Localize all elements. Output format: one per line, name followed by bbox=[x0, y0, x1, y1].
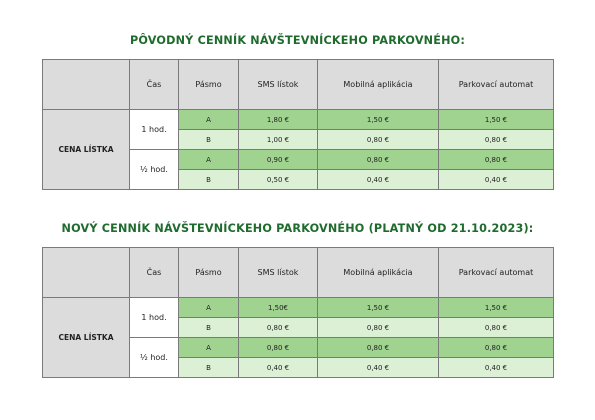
header-mobile-app: Mobilná aplikácia bbox=[318, 60, 439, 110]
app-price-cell: 1,50 € bbox=[318, 110, 439, 130]
ticket-price-label: CENA LÍSTKA bbox=[43, 298, 130, 378]
machine-price-cell: 0,80 € bbox=[439, 130, 554, 150]
table-header-row bbox=[43, 60, 554, 110]
header-zone: Pásmo bbox=[179, 60, 239, 110]
header-corner-cell bbox=[43, 60, 130, 110]
app-price-cell: 0,80 € bbox=[318, 338, 439, 358]
ticket-price-label: CENA LÍSTKA bbox=[43, 110, 130, 190]
sms-price-cell: 0,90 € bbox=[239, 150, 318, 170]
header-time: Čas bbox=[130, 248, 179, 298]
table-row bbox=[43, 110, 554, 130]
header-zone: Pásmo bbox=[179, 248, 239, 298]
header-time: Čas bbox=[130, 60, 179, 110]
time-half-hour: ½ hod. bbox=[130, 338, 179, 378]
time-1-hour: 1 hod. bbox=[130, 110, 179, 150]
new-price-table bbox=[42, 247, 554, 378]
time-half-hour: ½ hod. bbox=[130, 150, 179, 190]
zone-cell: A bbox=[179, 298, 239, 318]
app-price-cell: 0,80 € bbox=[318, 130, 439, 150]
sms-price-cell: 0,80 € bbox=[239, 318, 318, 338]
table-row bbox=[43, 298, 554, 318]
time-1-hour: 1 hod. bbox=[130, 298, 179, 338]
app-price-cell: 1,50 € bbox=[318, 298, 439, 318]
app-price-cell: 0,80 € bbox=[318, 150, 439, 170]
zone-cell: B bbox=[179, 170, 239, 190]
app-price-cell: 0,40 € bbox=[318, 170, 439, 190]
zone-cell: B bbox=[179, 130, 239, 150]
original-price-table bbox=[42, 59, 554, 190]
app-price-cell: 0,80 € bbox=[318, 318, 439, 338]
sms-price-cell: 1,80 € bbox=[239, 110, 318, 130]
machine-price-cell: 0,40 € bbox=[439, 358, 554, 378]
zone-cell: A bbox=[179, 150, 239, 170]
header-sms-ticket: SMS lístok bbox=[239, 248, 318, 298]
new-price-list-title: NOVÝ CENNÍK NÁVŠTEVNÍCKEHO PARKOVNÉHO (PLATNÝ OD 21.10.2023): bbox=[61, 222, 534, 235]
machine-price-cell: 1,50 € bbox=[439, 298, 554, 318]
app-price-cell: 0,40 € bbox=[318, 358, 439, 378]
table-header-row bbox=[43, 248, 554, 298]
original-price-list-title: PÔVODNÝ CENNÍK NÁVŠTEVNÍCKEHO PARKOVNÉHO: bbox=[129, 34, 466, 47]
header-parking-machine: Parkovací automat bbox=[439, 60, 554, 110]
machine-price-cell: 0,80 € bbox=[439, 338, 554, 358]
header-parking-machine: Parkovací automat bbox=[439, 248, 554, 298]
zone-cell: B bbox=[179, 318, 239, 338]
sms-price-cell: 1,00 € bbox=[239, 130, 318, 150]
sms-price-cell: 0,40 € bbox=[239, 358, 318, 378]
machine-price-cell: 1,50 € bbox=[439, 110, 554, 130]
sms-price-cell: 0,50 € bbox=[239, 170, 318, 190]
machine-price-cell: 0,80 € bbox=[439, 318, 554, 338]
machine-price-cell: 0,80 € bbox=[439, 150, 554, 170]
zone-cell: A bbox=[179, 338, 239, 358]
header-corner-cell bbox=[43, 248, 130, 298]
zone-cell: B bbox=[179, 358, 239, 378]
sms-price-cell: 0,80 € bbox=[239, 338, 318, 358]
machine-price-cell: 0,40 € bbox=[439, 170, 554, 190]
header-mobile-app: Mobilná aplikácia bbox=[318, 248, 439, 298]
header-sms-ticket: SMS lístok bbox=[239, 60, 318, 110]
zone-cell: A bbox=[179, 110, 239, 130]
sms-price-cell: 1,50€ bbox=[239, 298, 318, 318]
